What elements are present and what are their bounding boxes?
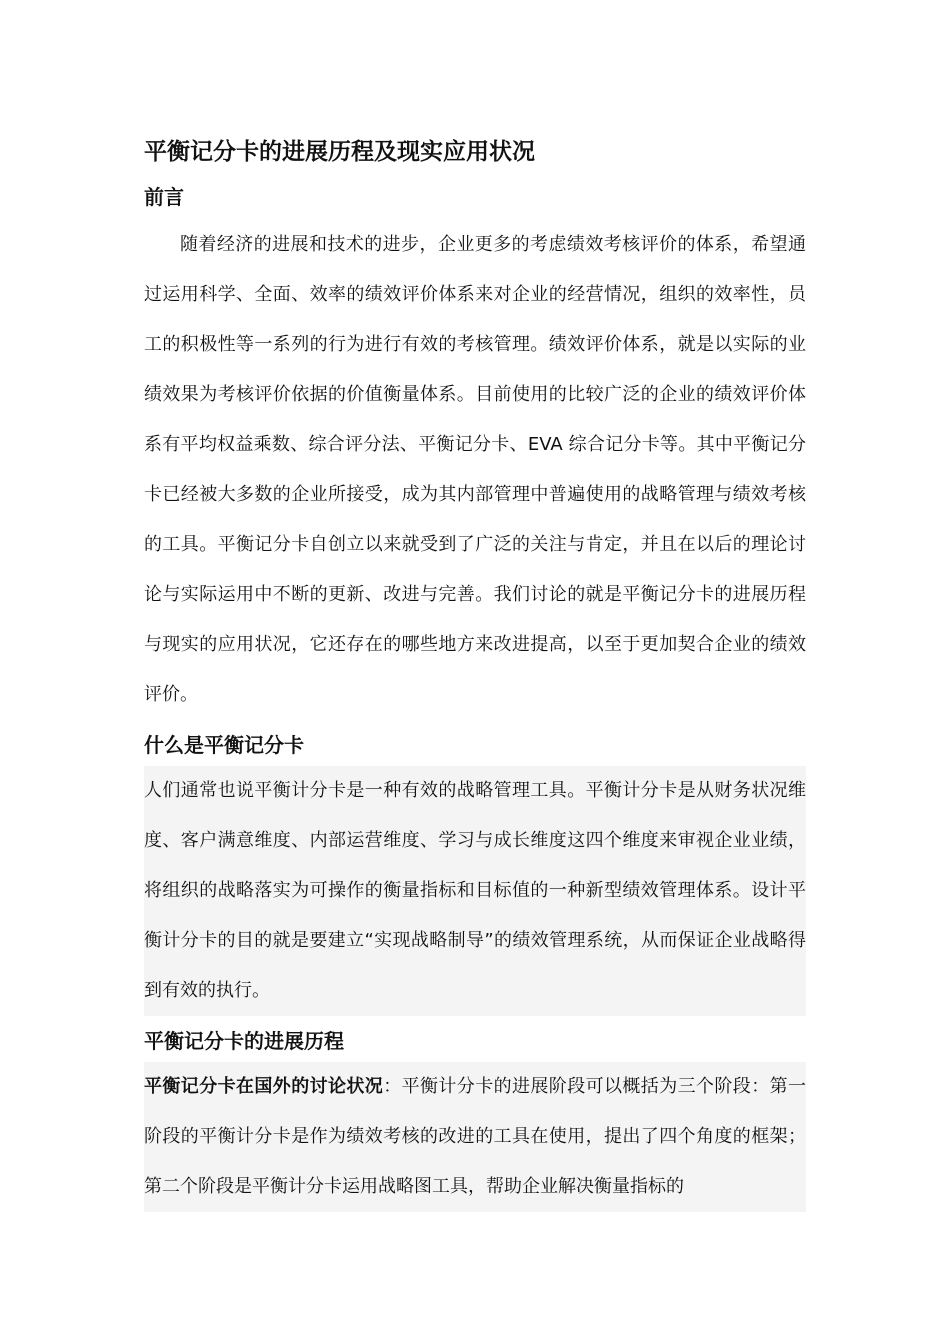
history-lead-separator: ： bbox=[383, 1076, 402, 1097]
section-heading-what-is: 什么是平衡记分卡 bbox=[144, 733, 304, 757]
section-heading-preface: 前言 bbox=[144, 185, 184, 209]
document-title: 平衡记分卡的进展历程及现实应用状况 bbox=[144, 139, 535, 165]
history-body: 平衡计分卡的进展阶段可以概括为三个阶段：第一阶段的平衡计分卡是作为绩效考核的改进的工具在使用，提出了四个角度的框架；第二个阶段是平衡计分卡运用战略图工具，帮助企业解决衡量指标的 bbox=[144, 1076, 806, 1197]
history-lead: 平衡记分卡在国外的讨论状况 bbox=[144, 1076, 384, 1097]
document-page bbox=[144, 130, 806, 1212]
section-heading-history: 平衡记分卡的进展历程 bbox=[144, 1029, 344, 1053]
history-paragraph bbox=[144, 1062, 806, 1212]
preface-paragraph: 随着经济的进展和技术的进步，企业更多的考虑绩效考核评价的体系，希望通过运用科学、全面、效率的绩效评价体系来对企业的经营情况，组织的效率性，员工的积极性等一系列的行为进行有效的考核管理。绩效评价体系，就是以实际的业绩效果为考核评价依据的价值衡量体系。目前使用的比较广泛的企业的绩效评价体系有平均权益乘数、综合评分法、平衡记分卡、EVA 综合记分卡等。其中平衡记分卡已经被大多数的企业所接受，成为其内部管理中普遍使用的战略管理与绩效考核的工具。平衡记分卡自创立以来就受到了广泛的关注与肯定，并且在以后的理论讨论与实际运用中不断的更新、改进与完善。我们讨论的就是平衡记分卡的进展历程与现实的应用状况，它还存在的哪些地方来改进提高，以至于更加契合企业的绩效评价。 bbox=[144, 234, 806, 705]
what-is-paragraph: 人们通常也说平衡计分卡是一种有效的战略管理工具。平衡计分卡是从财务状况维度、客户满意维度、内部运营维度、学习与成长维度这四个维度来审视企业业绩，将组织的战略落实为可操作的衡量指标和目标值的一种新型绩效管理体系。设计平衡计分卡的目的就是要建立“实现战略制导”的绩效管理系统，从而保证企业战略得到有效的执行。 bbox=[144, 766, 806, 1016]
